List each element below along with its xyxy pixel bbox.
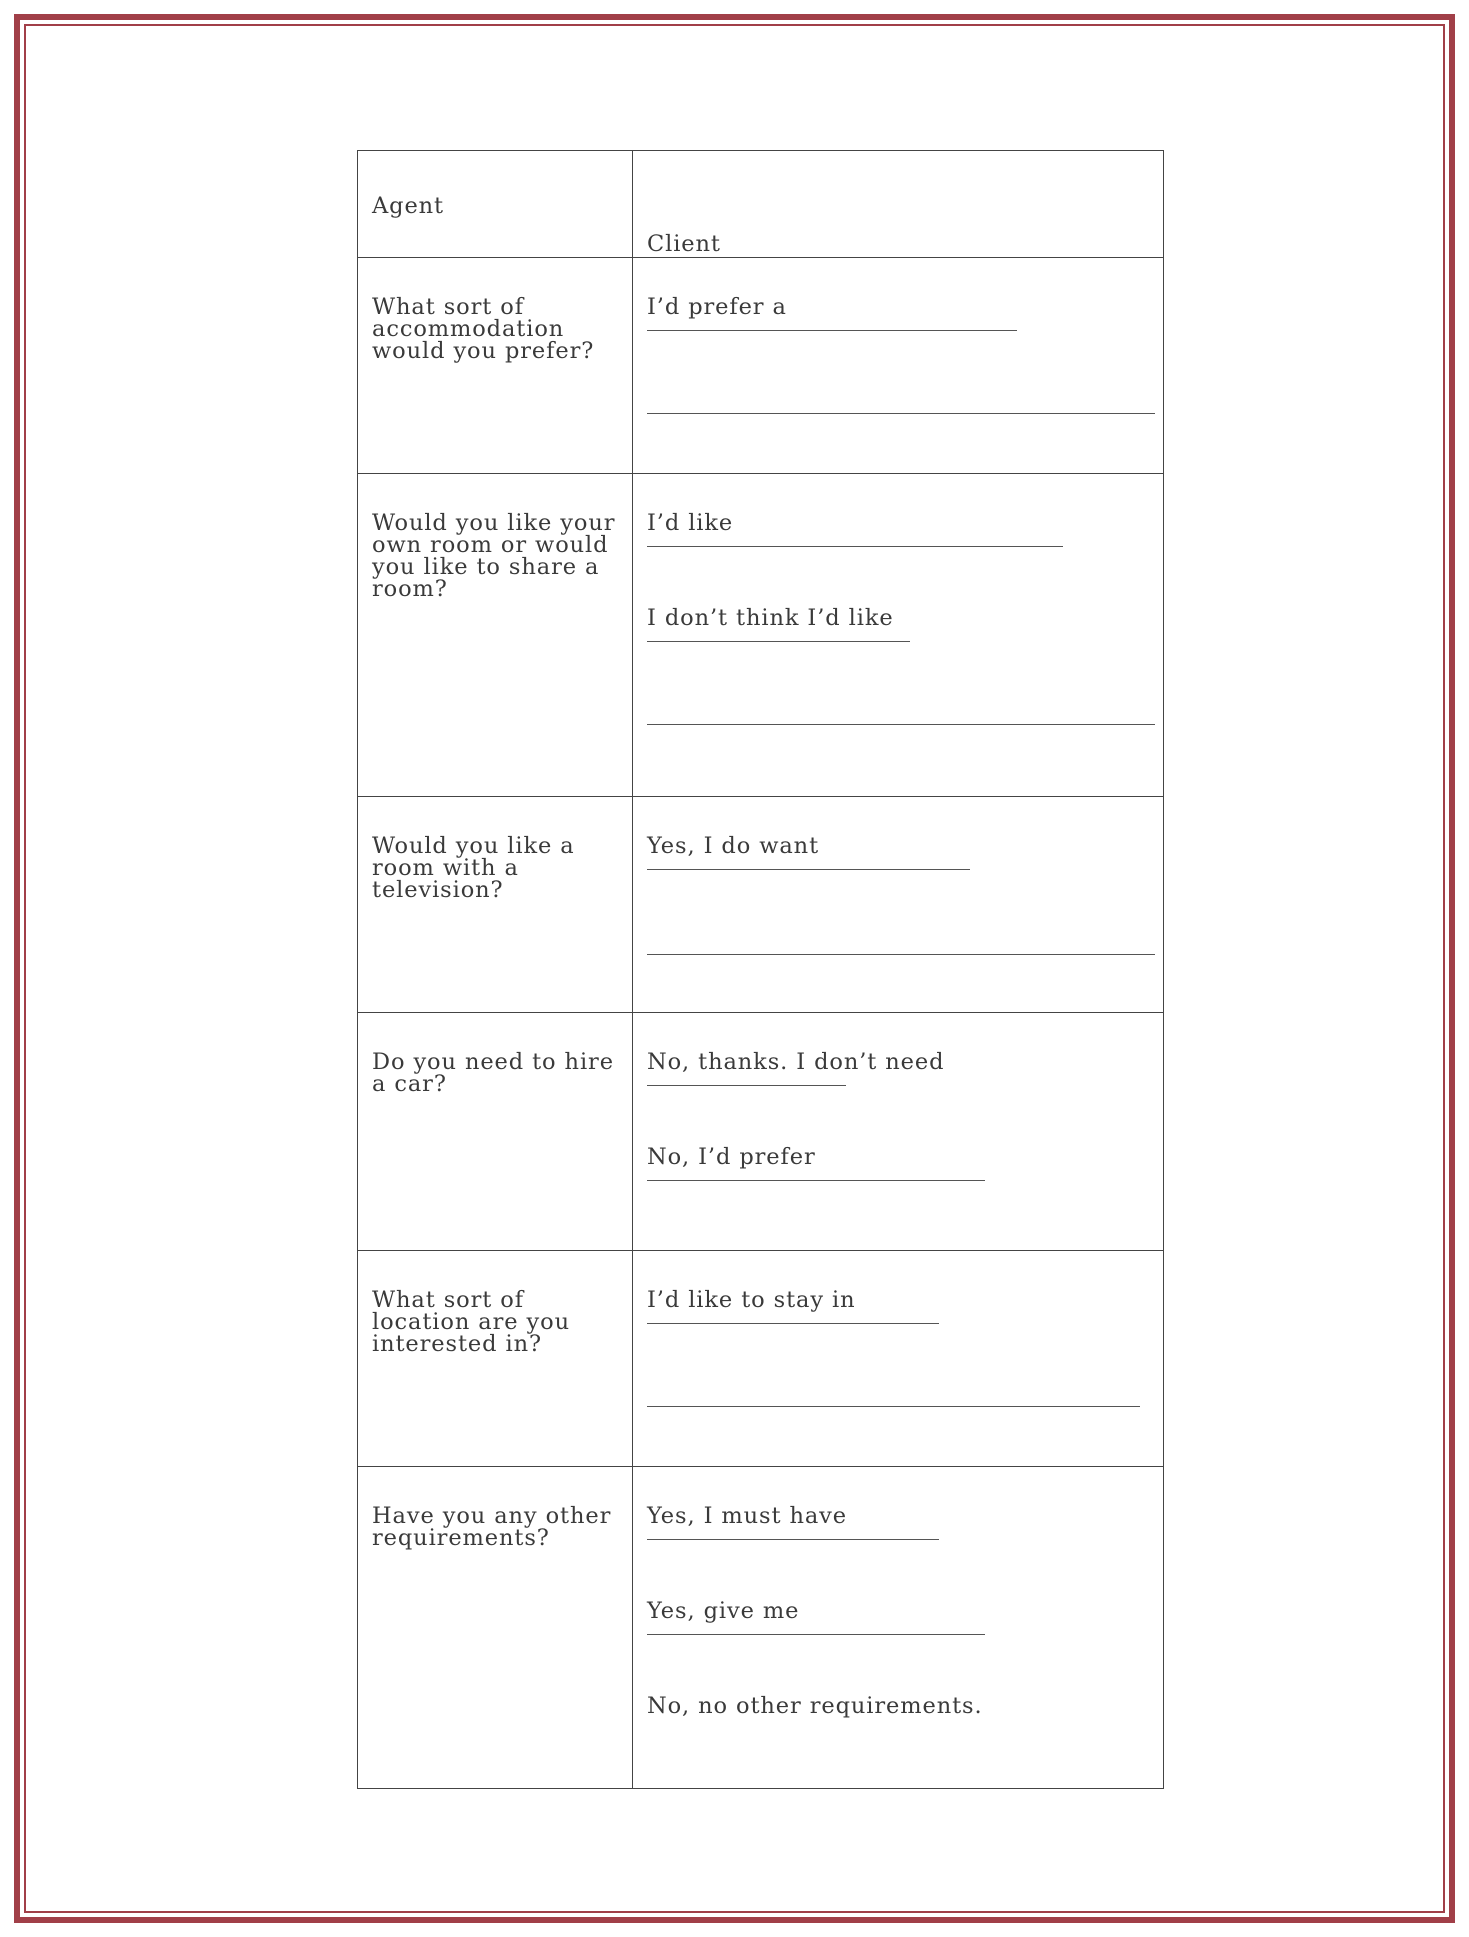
header-agent-cell bbox=[358, 151, 633, 258]
table-row bbox=[358, 1467, 1164, 1789]
table-row bbox=[358, 797, 1164, 1013]
client-prompt: I’d like bbox=[647, 510, 734, 536]
answer-blank-line[interactable] bbox=[647, 413, 1155, 414]
client-prompt: No, I’d prefer bbox=[647, 1144, 816, 1170]
agent-question-cell bbox=[358, 258, 633, 474]
agent-question: Would you like your own room or would you like to share a room? bbox=[372, 510, 616, 602]
header-client-cell bbox=[633, 151, 1164, 258]
answer-blank-line[interactable] bbox=[647, 1085, 846, 1086]
client-answer-cell bbox=[633, 258, 1164, 474]
answer-blank-line[interactable] bbox=[647, 954, 1155, 955]
agent-question: Would you like a room with a television? bbox=[372, 833, 575, 903]
agent-question-cell bbox=[358, 797, 633, 1013]
answer-blank-line[interactable] bbox=[647, 641, 910, 642]
answer-blank-line[interactable] bbox=[647, 330, 1017, 331]
client-prompt: Yes, I do want bbox=[647, 833, 820, 859]
table-row bbox=[358, 1251, 1164, 1467]
answer-blank-line[interactable] bbox=[647, 1180, 985, 1181]
agent-question-cell bbox=[358, 1251, 633, 1467]
client-prompt: I don’t think I’d like bbox=[647, 605, 894, 631]
table-row bbox=[358, 474, 1164, 797]
client-prompt: Yes, give me bbox=[647, 1598, 800, 1624]
header-client: Client bbox=[647, 231, 721, 257]
table-row bbox=[358, 1013, 1164, 1251]
agent-question-cell bbox=[358, 1013, 633, 1251]
client-answer-cell bbox=[633, 1467, 1164, 1789]
agent-question-cell bbox=[358, 1467, 633, 1789]
client-prompt: I’d like to stay in bbox=[647, 1287, 856, 1313]
client-prompt: No, thanks. I don’t need bbox=[647, 1049, 945, 1075]
answer-blank-line[interactable] bbox=[647, 546, 1063, 547]
agent-question: What sort of location are you interested in? bbox=[372, 1287, 570, 1357]
dialogue-worksheet-table bbox=[357, 150, 1164, 1789]
header-agent: Agent bbox=[372, 193, 444, 219]
client-answer-cell bbox=[633, 474, 1164, 797]
agent-question: Have you any other requirements? bbox=[372, 1503, 612, 1551]
answer-blank-line[interactable] bbox=[647, 1539, 939, 1540]
answer-blank-line[interactable] bbox=[647, 1323, 939, 1324]
agent-question: What sort of accommodation would you prefer? bbox=[372, 294, 595, 364]
client-answer-cell bbox=[633, 1013, 1164, 1251]
table-row bbox=[358, 258, 1164, 474]
client-prompt: I’d prefer a bbox=[647, 294, 787, 320]
agent-question: Do you need to hire a car? bbox=[372, 1049, 614, 1097]
table-header-row bbox=[358, 151, 1164, 258]
client-prompt: Yes, I must have bbox=[647, 1503, 848, 1529]
answer-blank-line[interactable] bbox=[647, 724, 1155, 725]
answer-blank-line[interactable] bbox=[647, 1634, 985, 1635]
answer-blank-line[interactable] bbox=[647, 1406, 1140, 1407]
answer-blank-line[interactable] bbox=[647, 869, 970, 870]
agent-question-cell bbox=[358, 474, 633, 797]
client-prompt: No, no other requirements. bbox=[647, 1693, 983, 1719]
client-answer-cell bbox=[633, 1251, 1164, 1467]
client-answer-cell bbox=[633, 797, 1164, 1013]
